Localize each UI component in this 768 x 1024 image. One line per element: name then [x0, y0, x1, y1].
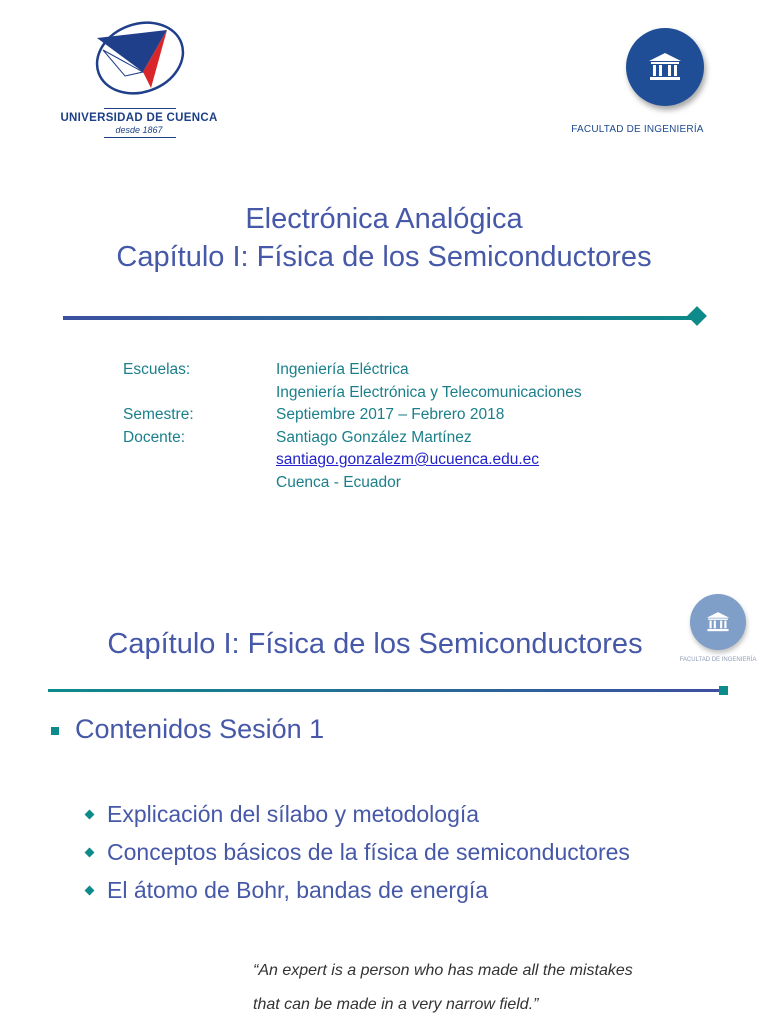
list-item-text: Explicación del sílabo y metodología: [107, 801, 480, 827]
divider-diamond: [687, 306, 707, 326]
bullet-diamond-icon: [85, 810, 95, 820]
city-value: Cuenca - Ecuador: [276, 474, 401, 491]
list-item-text: Conceptos básicos de la física de semiconductores: [107, 839, 630, 865]
list-item: [86, 877, 488, 904]
chapter-title: Capítulo I: Física de los Semiconductores: [116, 241, 652, 273]
logo-rule-top: [104, 108, 176, 109]
faculty-label: FACULTAD DE INGENIERÍA: [571, 124, 704, 135]
title-divider: [63, 316, 699, 320]
docente-label: Docente:: [123, 429, 186, 446]
bullet-diamond-icon: [85, 848, 95, 858]
list-item-text: El átomo de Bohr, bandas de energía: [107, 877, 489, 903]
slide-title: Capítulo I: Física de los Semiconductores: [107, 628, 643, 660]
escuelas-label: Escuelas:: [123, 361, 191, 378]
semestre-value: Septiembre 2017 – Febrero 2018: [276, 406, 505, 423]
email-link[interactable]: santiago.gonzalezm@ucuenca.edu.ec: [276, 451, 540, 468]
building-columns-icon: [648, 52, 682, 82]
slide-divider: [48, 689, 724, 692]
escuela-value-2: Ingeniería Electrónica y Telecomunicaciones: [276, 384, 582, 401]
university-since: desde 1867: [115, 125, 163, 135]
semestre-label: Semestre:: [123, 406, 194, 423]
course-title: Electrónica Analógica: [245, 203, 523, 235]
logo-rule-bottom: [104, 137, 176, 138]
list-item: [86, 839, 630, 866]
university-name: UNIVERSIDAD DE CUENCA: [60, 112, 218, 124]
quote-line-2: that can be made in a very narrow field.”: [253, 996, 539, 1013]
list-item: [86, 801, 479, 828]
faculty-badge: [626, 28, 704, 106]
escuela-value-1: Ingeniería Eléctrica: [276, 361, 409, 378]
contents-heading: Contenidos Sesión 1: [75, 714, 325, 744]
quote-line-1: “An expert is a person who has made all the mistakes: [253, 962, 633, 979]
docente-value: Santiago González Martínez: [276, 429, 472, 446]
faculty-label-small: FACULTAD DE INGENIERÍA: [679, 657, 757, 663]
bullet-square-icon: [51, 727, 59, 735]
bullet-diamond-icon: [85, 886, 95, 896]
divider-square: [719, 686, 728, 695]
